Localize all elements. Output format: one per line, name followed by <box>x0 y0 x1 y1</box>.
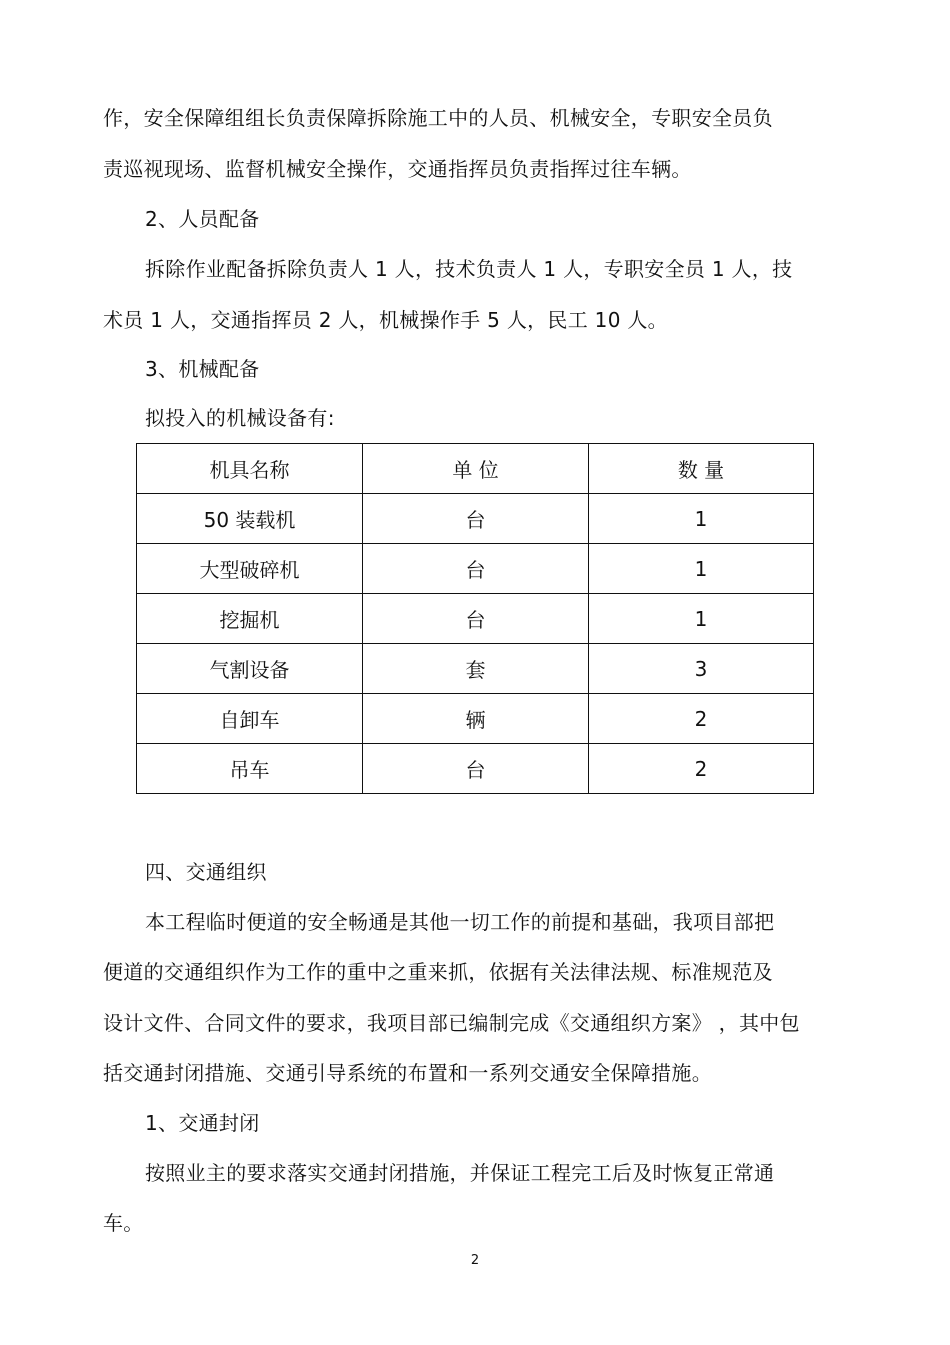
table-row <box>137 694 814 744</box>
table-row <box>137 544 814 594</box>
equipment-name-cell: 吊车 <box>137 744 363 794</box>
equipment-name-cell: 大型破碎机 <box>137 544 363 594</box>
paragraph-line: 责巡视现场、监督机械安全操作，交通指挥员负责指挥过往车辆。 <box>103 157 692 181</box>
table-row <box>137 744 814 794</box>
equipment-name-cell: 气割设备 <box>137 644 363 694</box>
section-heading-traffic: 四、交通组织 <box>145 860 267 884</box>
unit-cell: 辆 <box>363 694 589 744</box>
quantity-cell: 2 <box>589 694 814 744</box>
quantity-cell: 2 <box>589 744 814 794</box>
paragraph-line: 括交通封闭措施、交通引导系统的布置和一系列交通安全保障措施。 <box>103 1061 712 1085</box>
header-quantity: 数 量 <box>589 444 814 494</box>
equipment-name-cell: 自卸车 <box>137 694 363 744</box>
table-header-row <box>137 444 814 494</box>
unit-cell: 台 <box>363 594 589 644</box>
table-row <box>137 644 814 694</box>
paragraph-line: 拟投入的机械设备有: <box>145 406 335 430</box>
header-unit: 单 位 <box>363 444 589 494</box>
paragraph-line: 本工程临时便道的安全畅通是其他一切工作的前提和基础，我项目部把 <box>145 910 775 934</box>
quantity-cell: 3 <box>589 644 814 694</box>
table-row <box>137 594 814 644</box>
paragraph-line: 按照业主的要求落实交通封闭措施，并保证工程完工后及时恢复正常通 <box>145 1161 775 1185</box>
unit-cell: 台 <box>363 494 589 544</box>
header-equipment-name: 机具名称 <box>137 444 363 494</box>
section-heading-machinery: 3、机械配备 <box>145 357 260 381</box>
equipment-name-cell: 50 装载机 <box>137 494 363 544</box>
quantity-cell: 1 <box>589 494 814 544</box>
paragraph-line: 拆除作业配备拆除负责人 1 人，技术负责人 1 人，专职安全员 1 人，技 <box>145 257 793 281</box>
unit-cell: 套 <box>363 644 589 694</box>
page-number: 2 <box>470 1253 480 1268</box>
table-row <box>137 494 814 544</box>
unit-cell: 台 <box>363 744 589 794</box>
quantity-cell: 1 <box>589 544 814 594</box>
unit-cell: 台 <box>363 544 589 594</box>
section-heading-personnel: 2、人员配备 <box>145 207 260 231</box>
paragraph-line: 便道的交通组织作为工作的重中之重来抓，依据有关法律法规、标准规范及 <box>103 960 773 984</box>
equipment-name-cell: 挖掘机 <box>137 594 363 644</box>
paragraph-line: 设计文件、合同文件的要求，我项目部已编制完成《交通组织方案》 ，其中包 <box>103 1011 800 1035</box>
equipment-table <box>136 443 814 794</box>
section-heading-closure: 1、交通封闭 <box>145 1111 260 1135</box>
paragraph-line: 术员 1 人，交通指挥员 2 人，机械操作手 5 人，民工 10 人。 <box>103 308 668 332</box>
paragraph-line: 作，安全保障组组长负责保障拆除施工中的人员、机械安全，专职安全员负 <box>103 106 773 130</box>
paragraph-line: 车。 <box>103 1211 144 1235</box>
quantity-cell: 1 <box>589 594 814 644</box>
